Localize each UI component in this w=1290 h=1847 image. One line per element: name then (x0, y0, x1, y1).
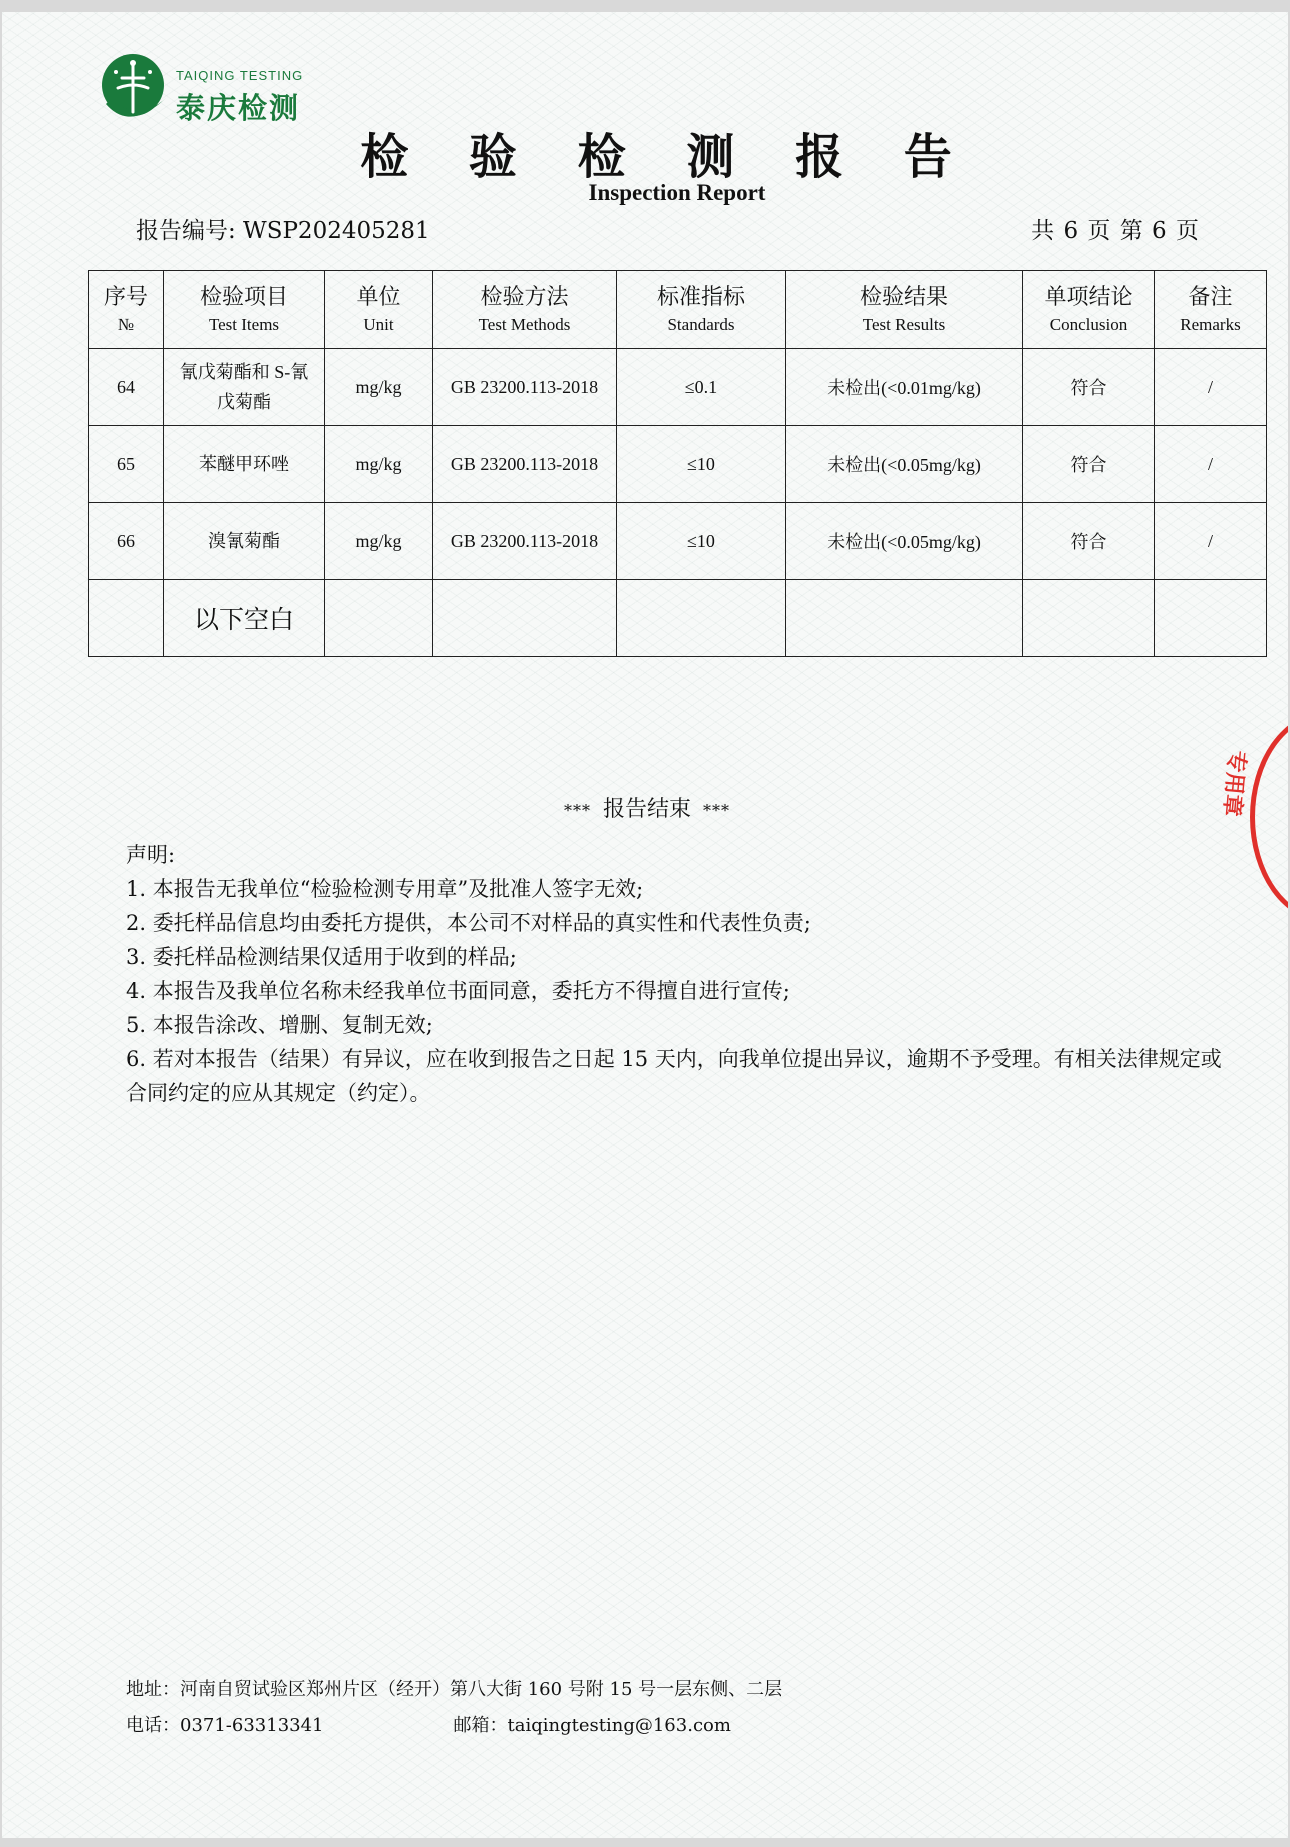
cell-method: GB 23200.113-2018 (433, 426, 617, 503)
cell-result: 未检出(<0.01mg/kg) (786, 349, 1023, 426)
cell-remarks: / (1155, 426, 1267, 503)
cell-item: 溴氰菊酯 (164, 503, 325, 580)
page-indicator: 共 6 页 第 6 页 (1031, 218, 1200, 244)
cell-empty (786, 580, 1023, 657)
results-table (88, 270, 1267, 657)
blank-note: 以下空白 (164, 580, 325, 657)
cell-item: 苯醚甲环唑 (164, 426, 325, 503)
header-standards: 标准指标 Standards (617, 271, 786, 349)
cell-standard: ≤10 (617, 503, 786, 580)
taiqing-logo-icon (100, 52, 170, 126)
cell-empty (1155, 580, 1267, 657)
cell-no: 64 (89, 349, 164, 426)
statement-section (126, 838, 1236, 1110)
statement-title: 声明: (126, 843, 176, 867)
cell-remarks: / (1155, 503, 1267, 580)
stars-right: *** (703, 800, 730, 820)
brand-name-en: TAIQING TESTING (176, 68, 304, 83)
cell-standard: ≤10 (617, 426, 786, 503)
footer-contact (126, 1708, 782, 1744)
cell-unit: mg/kg (325, 426, 433, 503)
footer (126, 1672, 782, 1744)
statement-item: 2. 委托样品信息均由委托方提供，本公司不对样品的真实性和代表性负责; (126, 911, 811, 935)
cell-unit: mg/kg (325, 503, 433, 580)
table-row (89, 426, 1267, 503)
cell-method: GB 23200.113-2018 (433, 349, 617, 426)
cell-standard: ≤0.1 (617, 349, 786, 426)
statement-item: 6. 若对本报告（结果）有异议，应在收到报告之日起 15 天内，向我单位提出异议，逾期不予受理。有相关法律规定或合同约定的应从其规定（约定）。 (126, 1047, 1222, 1105)
cell-conclusion: 符合 (1023, 349, 1155, 426)
header-conclusion: 单项结论 Conclusion (1023, 271, 1155, 349)
footer-phone: 电话：0371-63313341 (126, 1715, 324, 1736)
report-number: 报告编号: WSP202405281 (136, 218, 430, 244)
header-test-items: 检验项目 Test Items (164, 271, 325, 349)
cell-item: 氰戊菊酯和 S-氰戊菊酯 (164, 349, 325, 426)
cell-unit: mg/kg (325, 349, 433, 426)
header-test-methods: 检验方法 Test Methods (433, 271, 617, 349)
cell-remarks: / (1155, 349, 1267, 426)
cell-result: 未检出(<0.05mg/kg) (786, 426, 1023, 503)
report-title-cn: 检 验 检 测 报 告 (360, 129, 974, 185)
stars-left: *** (563, 800, 591, 820)
report-title-en: Inspection Report (588, 180, 766, 205)
cell-empty (1023, 580, 1155, 657)
cell-result: 未检出(<0.05mg/kg) (786, 503, 1023, 580)
brand-name-cn: 泰庆检测 (176, 91, 301, 125)
cell-no: 66 (89, 503, 164, 580)
cell-empty (89, 580, 164, 657)
cell-no: 65 (89, 426, 164, 503)
stamp-text: 专用章 (1219, 749, 1251, 818)
statement-item: 1. 本报告无我单位“检验检测专用章”及批准人签字无效; (126, 877, 644, 901)
cell-conclusion: 符合 (1023, 426, 1155, 503)
footer-address: 地址：河南自贸试验区郑州片区（经开）第八大街 160 号附 15 号一层东侧、二层 (126, 1679, 783, 1700)
header-remarks: 备注 Remarks (1155, 271, 1267, 349)
statement-item: 5. 本报告涂改、增删、复制无效; (126, 1013, 433, 1037)
cell-conclusion: 符合 (1023, 503, 1155, 580)
table-header-row (89, 271, 1267, 349)
header-no: 序号 № (89, 271, 164, 349)
cell-empty (617, 580, 786, 657)
cell-empty (433, 580, 617, 657)
footer-email: 邮箱：taiqingtesting@163.com (453, 1715, 731, 1736)
statement-item: 3. 委托样品检测结果仅适用于收到的样品; (126, 945, 517, 969)
table-row (89, 503, 1267, 580)
cell-method: GB 23200.113-2018 (433, 503, 617, 580)
header-test-results: 检验结果 Test Results (786, 271, 1023, 349)
report-end-marker (2, 792, 1288, 823)
statement-item: 4. 本报告及我单位名称未经我单位书面同意，委托方不得擅自进行宣传; (126, 979, 790, 1003)
table-row (89, 349, 1267, 426)
header-unit: 单位 Unit (325, 271, 433, 349)
report-end-text: 报告结束 (602, 797, 691, 822)
report-page (2, 12, 1288, 1838)
table-row-blank (89, 580, 1267, 657)
cell-empty (325, 580, 433, 657)
